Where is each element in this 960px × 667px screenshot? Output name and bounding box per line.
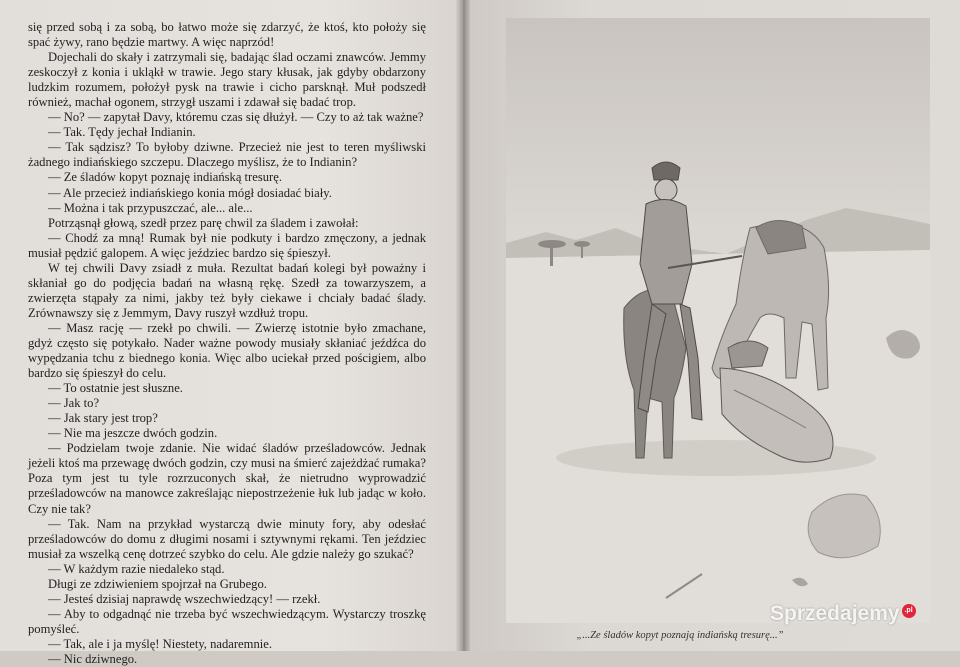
paragraph: W tej chwili Davy zsiadł z muła. Rezultat badań kolegi był poważny i skłaniał go do podjęcia badań na własną rękę. Szedł za towarzyszem, a zwierzęta stąpały za nimi, jakby też były ciekawe i chciały badać ślady. Zrównawszy się z Jemmym, Davy ruszył wzdłuż tropu. bbox=[28, 260, 426, 320]
paragraph: — Ze śladów kopyt poznaję indiańską tresurę. bbox=[48, 170, 282, 185]
illustration-caption: „...Ze śladów kopyt poznają indiańską tresurę...” bbox=[576, 630, 784, 641]
paragraph: — Można i tak przypuszczać, ale... ale... bbox=[48, 200, 253, 215]
paragraph: Potrząsnął głową, szedł przez parę chwil za śladem i zawołał: bbox=[48, 215, 359, 230]
text-column bbox=[28, 20, 426, 667]
left-page bbox=[0, 0, 462, 666]
paragraph: — Nie ma jeszcze dwóch godzin. bbox=[48, 426, 218, 441]
paragraph: — Jak to? bbox=[48, 396, 100, 411]
paragraph: — Aby to odgadnąć nie trzeba być wszechwiedzącym. Wystarczy troszkę pomyśleć. bbox=[28, 606, 426, 636]
paragraph: — Tak, ale i ja myślę! Niestety, nadaremnie. bbox=[48, 636, 272, 651]
paragraph: — Jak stary jest trop? bbox=[48, 411, 158, 426]
paragraph: — Jesteś dzisiaj naprawdę wszechwiedzący! — rzekł. bbox=[48, 591, 321, 606]
paragraph: — Tak sądzisz? To byłoby dziwne. Przecież nie jest to teren myśliwski żadnego indiańskiego szczepu. Dlaczego myślisz, że to Indianin? bbox=[28, 140, 426, 170]
paragraph: Dojechali do skały i zatrzymali się, badając ślad oczami znawców. Jemmy zeskoczył z konia i ukląkł w trawie. Jego stary kłusak, jak gdyby obdarzony ludzkim rozumem, położył pysk na trawie i cicho parsknął. Muł podszedł również, machał ogonem, strzygł uszami i zdawał się badać trop. bbox=[28, 50, 426, 110]
paragraph: — Podzielam twoje zdanie. Nie widać śladów prześladowców. Jednak jeżeli ktoś ma przewagę dwóch godzin, czy musi na śmierć zajeżdżać rumaka? Poza tym jest tu tyle rozrzuconych skał, że nietrudno wyprowadzić prześladowców na manowce zakreślając niepostrzeżenie łuk lub jadąc w koło. Czy nie tak? bbox=[28, 441, 426, 516]
watermark-badge: .pl bbox=[902, 604, 916, 618]
illustration bbox=[506, 18, 930, 623]
watermark bbox=[770, 602, 916, 626]
ground bbox=[506, 250, 930, 623]
paragraph: — W każdym razie niedaleko stąd. bbox=[48, 561, 225, 576]
paragraph: — Nic dziwnego. bbox=[48, 651, 138, 666]
paragraph: — No? — zapytał Davy, któremu czas się dłużył. — Czy to aż tak ważne? bbox=[48, 110, 424, 125]
paragraph: — Tak. Nam na przykład wystarczą dwie minuty fory, aby odesłać prześladowców do domu z długimi nosami i sztywnymi rękami. Ten jeździec musiał za wszelką cenę dotrzeć szybko do celu. Ale gdzie należy go szukać? bbox=[28, 516, 426, 561]
watermark-text: Sprzedajemy bbox=[770, 602, 900, 625]
paragraph: — To ostatnie jest słuszne. bbox=[48, 381, 183, 396]
paragraph: — Tak. Tędy jechał Indianin. bbox=[48, 125, 196, 140]
paragraph: Długi ze zdziwieniem spojrzał na Grubego. bbox=[48, 576, 267, 591]
paragraph: — Chodź za mną! Rumak był nie podkuty i bardzo zmęczony, a jednak musiał pędzić galopem. A więc jeździec bardzo się śpieszył. bbox=[28, 230, 426, 260]
paragraph: — Ale przecież indiańskiego konia mógł dosiadać biały. bbox=[48, 185, 332, 200]
paragraph: się przed sobą i za sobą, bo łatwo może się zdarzyć, że ktoś, kto położy się spać żywy, rano będzie martwy. A więc naprzód! bbox=[28, 20, 426, 50]
book-gutter bbox=[456, 0, 470, 651]
paragraph: — Masz rację — rzekł po chwili. — Zwierzę istotnie było zmachane, gdyż często się potykało. Nader ważne powody musiały skłaniać jeźdźca do wypędzania tchu z biednego konia. Więc albo uciekał przed pościgiem, albo bardzo się śpieszył do celu. bbox=[28, 320, 426, 381]
